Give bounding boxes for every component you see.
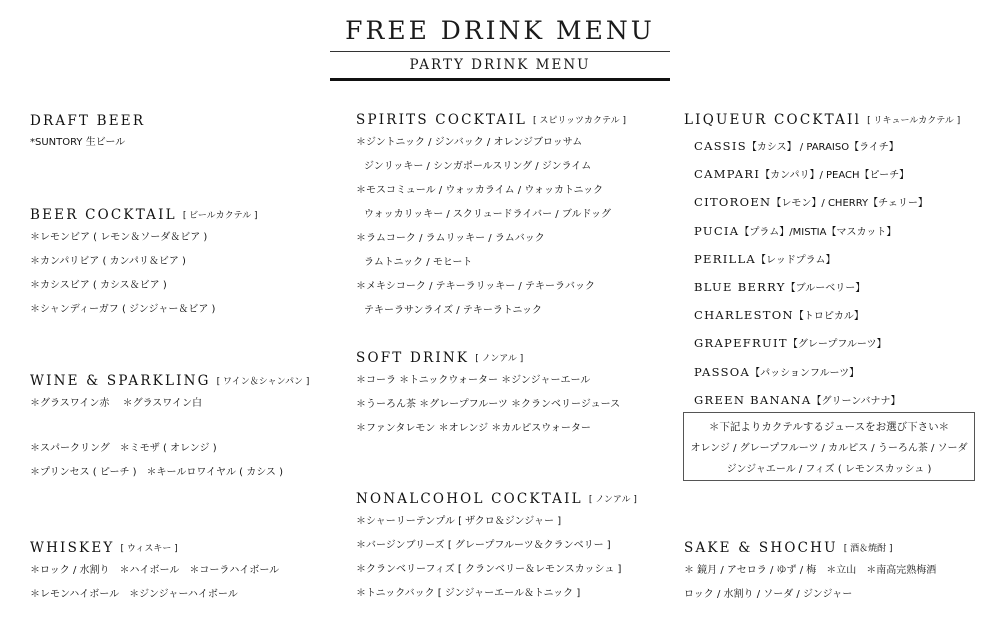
juice-choice-line: ジンジャエール / フィズ ( レモンスカッシュ ) xyxy=(726,464,932,475)
menu-line: ＊レモンビア ( レモン＆ソーダ＆ビア ) xyxy=(30,232,208,243)
menu-line: ＊プリンセス ( ピーチ ) ＊キールロワイヤル ( カシス ) xyxy=(30,467,283,478)
juice-choice-box xyxy=(683,412,975,481)
liqueur-item xyxy=(684,302,960,330)
menu-line: *SUNTORY 生ビール xyxy=(30,137,126,148)
liqueur-name: PASSOA xyxy=(694,364,751,379)
heading-subtitle: [ 酒＆焼酎 ] xyxy=(843,544,893,554)
liqueur-detail: 【ブルーベリー】 xyxy=(785,283,866,295)
section-whiskey xyxy=(30,537,279,607)
menu-line: ウォッカリッキー / スクリュードライバー / ブルドッグ xyxy=(364,209,612,220)
menu-line: ラムトニック / モヒート xyxy=(364,257,473,268)
liqueur-item xyxy=(684,218,960,246)
menu-line: ＊ラムコーク / ラムリッキー / ラムバック xyxy=(356,233,545,244)
section-sake-shochu xyxy=(684,537,936,607)
liqueur-item xyxy=(684,189,960,217)
liqueur-detail: 【レッドプラム】 xyxy=(756,254,836,266)
section-nonalcohol-cocktail xyxy=(356,488,637,606)
liqueur-name: PERILLA xyxy=(694,251,757,266)
heading-subtitle: [ ウィスキー ] xyxy=(120,544,178,554)
heading-title: SAKE & SHOCHU xyxy=(684,540,838,556)
heading-subtitle: [ ノンアル ] xyxy=(588,495,637,505)
menu-line: ＊カンパリビア ( カンパリ＆ビア ) xyxy=(30,256,186,267)
section-heading xyxy=(30,370,309,392)
liqueur-name: GREEN BANANA xyxy=(694,392,812,407)
heading-title: NONALCOHOL COCKTAIL xyxy=(356,491,583,507)
liqueur-item xyxy=(684,330,960,358)
heading-subtitle: [ ノンアル ] xyxy=(475,354,524,364)
liqueur-name: PUCIA xyxy=(694,223,740,238)
section-wine-sparkling xyxy=(30,370,309,485)
menu-line: ＊メキシコーク / テキーラリッキー / テキーラバック xyxy=(356,281,595,292)
liqueur-name: GRAPEFRUIT xyxy=(694,336,788,351)
section-heading xyxy=(30,537,279,559)
liqueur-detail: 【プラム】/MISTIA【マスカット】 xyxy=(739,226,897,238)
liqueur-name: CAMPARI xyxy=(694,167,761,182)
section-heading xyxy=(30,110,145,131)
liqueur-name: BLUE BERRY xyxy=(694,280,786,295)
menu-line: ＊ファンタレモン ＊オレンジ ＊カルピスウォーター xyxy=(356,423,591,434)
menu-subtitle: PARTY DRINK MENU xyxy=(409,57,591,73)
liqueur-detail: 【カシス】 / PARAISO【ライチ】 xyxy=(746,142,899,153)
menu-line: ＊モスコミュール / ウォッカライム / ウォッカトニック xyxy=(356,185,604,196)
heading-title: LIQUEUR COCKTAIl xyxy=(684,112,862,128)
liqueur-detail: 【グリーンバナナ】 xyxy=(811,395,901,407)
menu-line: ＊シャーリーテンプル [ ザクロ＆ジンジャー ] xyxy=(356,516,562,527)
menu-line: ＊ 鏡月 / アセロラ / ゆず / 梅 ＊立山 ＊南高完熟梅酒 xyxy=(684,565,937,576)
liqueur-item xyxy=(684,274,960,302)
menu-line: ＊ジントニック / ジンバック / オレンジブロッサム xyxy=(356,137,583,148)
menu-line: ジンリッキー / シンガポールスリング / ジンライム xyxy=(364,161,592,172)
menu-line: ＊レモンハイボール ＊ジンジャーハイボール xyxy=(30,589,238,600)
menu-line: ＊バージンブリーズ [ グレープフルーツ＆クランベリー ] xyxy=(356,540,611,551)
section-heading xyxy=(356,109,626,131)
heading-title: WHISKEY xyxy=(30,540,115,556)
menu-line: ＊ロック / 水割り ＊ハイボール ＊コーラハイボール xyxy=(30,565,280,576)
section-beer-cocktail xyxy=(30,204,258,322)
liqueur-detail: 【カンパリ】/ PEACH【ピーチ】 xyxy=(760,170,910,182)
menu-line: ＊クランベリーフィズ [ クランベリー＆レモンスカッシュ ] xyxy=(356,564,622,575)
heading-title: SPIRITS COCKTAIL xyxy=(356,112,528,128)
menu-line: ＊コーラ ＊トニックウォーター ＊ジンジャーエール xyxy=(356,375,591,386)
heading-subtitle: [ ビールカクテル ] xyxy=(182,211,258,221)
heading-title: WINE & SPARKLING xyxy=(30,373,211,389)
liqueur-detail: 【レモン】/ CHERRY【チェリー】 xyxy=(771,198,928,210)
liqueur-item xyxy=(684,133,960,161)
section-draft-beer xyxy=(30,110,145,155)
subtitle-divider xyxy=(330,78,670,81)
heading-subtitle: [ リキュールカクテル ] xyxy=(867,116,961,126)
liqueur-name: CITOROEN xyxy=(694,195,772,210)
liqueur-detail: 【パッションフルーツ】 xyxy=(750,367,860,379)
menu-line: ＊うーろん茶 ＊グレープフルーツ ＊クランベリージュース xyxy=(356,399,621,410)
juice-choice-heading: ＊下記よりカクテルするジュースをお選び下さい＊ xyxy=(708,421,950,433)
menu-title: FREE DRINK MENU xyxy=(345,16,655,45)
section-heading xyxy=(684,109,960,131)
liqueur-name: CASSIS xyxy=(694,139,747,153)
section-heading xyxy=(30,204,258,226)
heading-title: BEER COCKTAIL xyxy=(30,207,177,223)
liqueur-item xyxy=(684,246,960,274)
section-heading xyxy=(356,347,620,369)
liqueur-item xyxy=(684,387,960,415)
section-liqueur-cocktail xyxy=(684,109,960,415)
heading-subtitle: [ ワイン＆シャンパン ] xyxy=(216,377,310,387)
liqueur-item xyxy=(684,161,960,189)
section-soft-drink xyxy=(356,347,620,441)
heading-title: DRAFT BEER xyxy=(30,113,146,129)
liqueur-list xyxy=(684,133,960,415)
liqueur-detail: 【グレープフルーツ】 xyxy=(787,339,887,351)
menu-line: テキーラサンライズ / テキーラトニック xyxy=(364,305,543,316)
heading-subtitle: [ スピリッツカクテル ] xyxy=(533,116,626,126)
menu-line: ＊スパークリング ＊ミモザ ( オレンジ ) xyxy=(30,443,217,454)
liqueur-name: CHARLESTON xyxy=(694,308,794,323)
menu-line: ＊シャンディーガフ ( ジンジャー＆ビア ) xyxy=(30,304,216,315)
menu-line: ＊トニックバック [ ジンジャーエール＆トニック ] xyxy=(356,588,581,599)
menu-line: ＊グラスワイン赤 ＊グラスワイン白 xyxy=(30,398,202,409)
liqueur-item xyxy=(684,359,960,387)
menu-line: ＊カシスビア ( カシス＆ビア ) xyxy=(30,280,167,291)
section-spirits-cocktail xyxy=(356,109,626,323)
liqueur-detail: 【トロピカル】 xyxy=(793,311,864,323)
juice-choice-line: オレンジ / グレープフルーツ / カルピス / うーろん茶 / ソーダ xyxy=(690,443,968,454)
heading-title: SOFT DRINK xyxy=(356,350,470,366)
section-heading xyxy=(684,537,936,559)
title-divider xyxy=(330,51,670,52)
menu-line: ロック / 水割り / ソーダ / ジンジャー xyxy=(684,589,853,600)
section-heading xyxy=(356,488,637,510)
